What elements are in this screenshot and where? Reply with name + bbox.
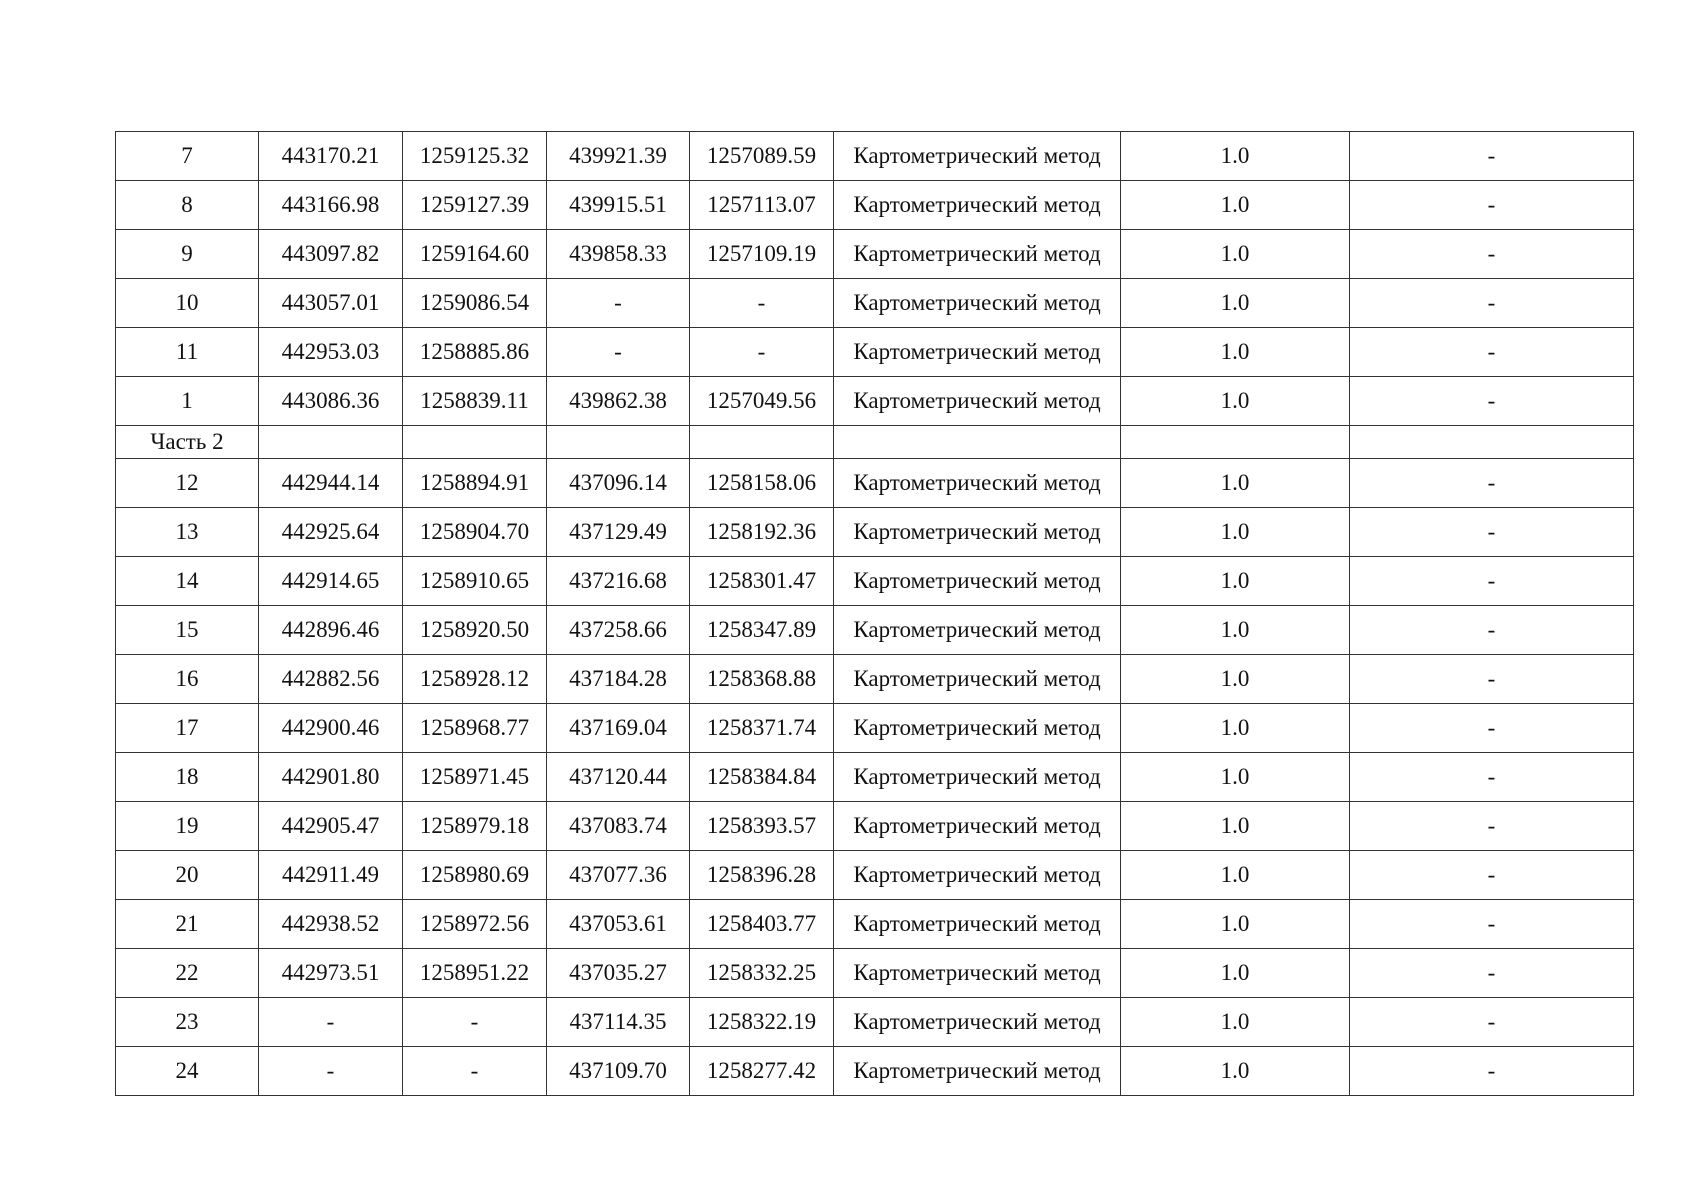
table-row xyxy=(116,328,1634,377)
table-row xyxy=(116,1047,1634,1096)
point-number-cell: 19 xyxy=(116,802,259,851)
method-cell: Картометрический метод xyxy=(834,1047,1121,1096)
y-old-cell: 1258951.22 xyxy=(403,949,547,998)
accuracy-cell: 1.0 xyxy=(1121,998,1350,1047)
description-cell: - xyxy=(1350,230,1634,279)
y-old-cell: - xyxy=(403,1047,547,1096)
x-new-cell: 437035.27 xyxy=(547,949,690,998)
method-cell: Картометрический метод xyxy=(834,328,1121,377)
method-cell: Картометрический метод xyxy=(834,949,1121,998)
method-cell: Картометрический метод xyxy=(834,753,1121,802)
table-row xyxy=(116,557,1634,606)
point-number-cell: 10 xyxy=(116,279,259,328)
x-old-cell: 443097.82 xyxy=(259,230,403,279)
method-cell: Картометрический метод xyxy=(834,377,1121,426)
method-cell: Картометрический метод xyxy=(834,802,1121,851)
description-cell: - xyxy=(1350,949,1634,998)
table-row xyxy=(116,132,1634,181)
method-cell: Картометрический метод xyxy=(834,655,1121,704)
description-cell: - xyxy=(1350,459,1634,508)
table-row xyxy=(116,802,1634,851)
table-row xyxy=(116,230,1634,279)
y-new-cell: 1257113.07 xyxy=(690,181,834,230)
x-old-cell: 442911.49 xyxy=(259,851,403,900)
point-number-cell: Часть 2 xyxy=(116,426,259,459)
y-old-cell: 1258910.65 xyxy=(403,557,547,606)
method-cell: Картометрический метод xyxy=(834,508,1121,557)
y-new-cell: 1258192.36 xyxy=(690,508,834,557)
x-old-cell: 443086.36 xyxy=(259,377,403,426)
y-old-cell: 1259127.39 xyxy=(403,181,547,230)
description-cell: - xyxy=(1350,998,1634,1047)
x-old-cell: - xyxy=(259,998,403,1047)
method-cell: Картометрический метод xyxy=(834,230,1121,279)
x-old-cell: 442905.47 xyxy=(259,802,403,851)
accuracy-cell: 1.0 xyxy=(1121,606,1350,655)
point-number-cell: 21 xyxy=(116,900,259,949)
y-new-cell: 1258347.89 xyxy=(690,606,834,655)
y-old-cell: 1258980.69 xyxy=(403,851,547,900)
method-cell: Картометрический метод xyxy=(834,557,1121,606)
description-cell: - xyxy=(1350,802,1634,851)
table-row xyxy=(116,459,1634,508)
accuracy-cell: 1.0 xyxy=(1121,949,1350,998)
point-number-cell: 16 xyxy=(116,655,259,704)
y-new-cell: 1258158.06 xyxy=(690,459,834,508)
accuracy-cell: 1.0 xyxy=(1121,230,1350,279)
description-cell: - xyxy=(1350,377,1634,426)
description-cell: - xyxy=(1350,132,1634,181)
description-cell: - xyxy=(1350,851,1634,900)
table-row xyxy=(116,377,1634,426)
method-cell: Картометрический метод xyxy=(834,459,1121,508)
y-old-cell: 1258979.18 xyxy=(403,802,547,851)
y-old-cell: 1258920.50 xyxy=(403,606,547,655)
x-new-cell: 437129.49 xyxy=(547,508,690,557)
y-new-cell: 1257049.56 xyxy=(690,377,834,426)
y-old-cell: 1258885.86 xyxy=(403,328,547,377)
coordinates-table-body xyxy=(116,132,1634,1096)
x-new-cell xyxy=(547,426,690,459)
y-old-cell: 1258839.11 xyxy=(403,377,547,426)
table-row xyxy=(116,900,1634,949)
table-row xyxy=(116,704,1634,753)
x-new-cell: - xyxy=(547,279,690,328)
x-old-cell: 442900.46 xyxy=(259,704,403,753)
method-cell: Картометрический метод xyxy=(834,279,1121,328)
y-old-cell: 1259086.54 xyxy=(403,279,547,328)
accuracy-cell: 1.0 xyxy=(1121,655,1350,704)
description-cell: - xyxy=(1350,753,1634,802)
y-new-cell: - xyxy=(690,279,834,328)
table-row xyxy=(116,851,1634,900)
y-old-cell: 1258928.12 xyxy=(403,655,547,704)
x-new-cell: 437114.35 xyxy=(547,998,690,1047)
y-new-cell: 1258371.74 xyxy=(690,704,834,753)
x-new-cell: 437169.04 xyxy=(547,704,690,753)
point-number-cell: 13 xyxy=(116,508,259,557)
point-number-cell: 18 xyxy=(116,753,259,802)
y-new-cell xyxy=(690,426,834,459)
table-row xyxy=(116,606,1634,655)
point-number-cell: 14 xyxy=(116,557,259,606)
method-cell: Картометрический метод xyxy=(834,606,1121,655)
y-new-cell: 1258322.19 xyxy=(690,998,834,1047)
x-new-cell: 439915.51 xyxy=(547,181,690,230)
description-cell xyxy=(1350,426,1634,459)
method-cell: Картометрический метод xyxy=(834,704,1121,753)
x-old-cell: 442938.52 xyxy=(259,900,403,949)
accuracy-cell: 1.0 xyxy=(1121,753,1350,802)
point-number-cell: 17 xyxy=(116,704,259,753)
point-number-cell: 11 xyxy=(116,328,259,377)
x-new-cell: 437258.66 xyxy=(547,606,690,655)
table-row xyxy=(116,753,1634,802)
point-number-cell: 1 xyxy=(116,377,259,426)
table-row xyxy=(116,655,1634,704)
point-number-cell: 20 xyxy=(116,851,259,900)
point-number-cell: 8 xyxy=(116,181,259,230)
y-new-cell: 1257109.19 xyxy=(690,230,834,279)
y-new-cell: 1258384.84 xyxy=(690,753,834,802)
description-cell: - xyxy=(1350,279,1634,328)
x-new-cell: 437077.36 xyxy=(547,851,690,900)
y-old-cell: 1259164.60 xyxy=(403,230,547,279)
y-new-cell: 1258368.88 xyxy=(690,655,834,704)
x-old-cell: 443057.01 xyxy=(259,279,403,328)
accuracy-cell: 1.0 xyxy=(1121,328,1350,377)
x-old-cell: 443170.21 xyxy=(259,132,403,181)
method-cell: Картометрический метод xyxy=(834,181,1121,230)
x-old-cell: 442973.51 xyxy=(259,949,403,998)
description-cell: - xyxy=(1350,328,1634,377)
x-old-cell: 442882.56 xyxy=(259,655,403,704)
point-number-cell: 22 xyxy=(116,949,259,998)
method-cell: Картометрический метод xyxy=(834,998,1121,1047)
description-cell: - xyxy=(1350,606,1634,655)
method-cell: Картометрический метод xyxy=(834,132,1121,181)
y-new-cell: 1258393.57 xyxy=(690,802,834,851)
point-number-cell: 12 xyxy=(116,459,259,508)
point-number-cell: 24 xyxy=(116,1047,259,1096)
y-old-cell: 1258894.91 xyxy=(403,459,547,508)
x-new-cell: 437053.61 xyxy=(547,900,690,949)
description-cell: - xyxy=(1350,655,1634,704)
y-new-cell: 1258301.47 xyxy=(690,557,834,606)
x-new-cell: 437109.70 xyxy=(547,1047,690,1096)
y-new-cell: 1258277.42 xyxy=(690,1047,834,1096)
accuracy-cell: 1.0 xyxy=(1121,704,1350,753)
y-new-cell: - xyxy=(690,328,834,377)
point-number-cell: 23 xyxy=(116,998,259,1047)
description-cell: - xyxy=(1350,704,1634,753)
accuracy-cell: 1.0 xyxy=(1121,181,1350,230)
x-old-cell: - xyxy=(259,1047,403,1096)
y-new-cell: 1258396.28 xyxy=(690,851,834,900)
x-new-cell: 437083.74 xyxy=(547,802,690,851)
y-new-cell: 1258403.77 xyxy=(690,900,834,949)
x-new-cell: - xyxy=(547,328,690,377)
y-old-cell: 1259125.32 xyxy=(403,132,547,181)
x-new-cell: 437216.68 xyxy=(547,557,690,606)
point-number-cell: 7 xyxy=(116,132,259,181)
x-old-cell: 442914.65 xyxy=(259,557,403,606)
y-old-cell xyxy=(403,426,547,459)
x-new-cell: 439862.38 xyxy=(547,377,690,426)
table-row xyxy=(116,279,1634,328)
y-new-cell: 1258332.25 xyxy=(690,949,834,998)
x-new-cell: 437184.28 xyxy=(547,655,690,704)
point-number-cell: 9 xyxy=(116,230,259,279)
accuracy-cell: 1.0 xyxy=(1121,377,1350,426)
x-new-cell: 437096.14 xyxy=(547,459,690,508)
x-old-cell: 442896.46 xyxy=(259,606,403,655)
description-cell: - xyxy=(1350,900,1634,949)
x-old-cell: 443166.98 xyxy=(259,181,403,230)
method-cell: Картометрический метод xyxy=(834,851,1121,900)
x-new-cell: 439921.39 xyxy=(547,132,690,181)
accuracy-cell: 1.0 xyxy=(1121,557,1350,606)
y-old-cell: 1258972.56 xyxy=(403,900,547,949)
point-number-cell: 15 xyxy=(116,606,259,655)
accuracy-cell: 1.0 xyxy=(1121,851,1350,900)
table-row xyxy=(116,949,1634,998)
method-cell xyxy=(834,426,1121,459)
accuracy-cell: 1.0 xyxy=(1121,459,1350,508)
x-old-cell xyxy=(259,426,403,459)
table-row xyxy=(116,508,1634,557)
y-new-cell: 1257089.59 xyxy=(690,132,834,181)
description-cell: - xyxy=(1350,508,1634,557)
accuracy-cell: 1.0 xyxy=(1121,132,1350,181)
section-header-row xyxy=(116,426,1634,459)
description-cell: - xyxy=(1350,181,1634,230)
x-old-cell: 442953.03 xyxy=(259,328,403,377)
y-old-cell: 1258968.77 xyxy=(403,704,547,753)
accuracy-cell: 1.0 xyxy=(1121,802,1350,851)
x-old-cell: 442901.80 xyxy=(259,753,403,802)
x-new-cell: 437120.44 xyxy=(547,753,690,802)
coordinates-table xyxy=(115,131,1634,1096)
method-cell: Картометрический метод xyxy=(834,900,1121,949)
x-old-cell: 442944.14 xyxy=(259,459,403,508)
table-row xyxy=(116,181,1634,230)
accuracy-cell: 1.0 xyxy=(1121,508,1350,557)
description-cell: - xyxy=(1350,1047,1634,1096)
x-old-cell: 442925.64 xyxy=(259,508,403,557)
y-old-cell: 1258904.70 xyxy=(403,508,547,557)
accuracy-cell: 1.0 xyxy=(1121,1047,1350,1096)
y-old-cell: - xyxy=(403,998,547,1047)
accuracy-cell: 1.0 xyxy=(1121,900,1350,949)
accuracy-cell xyxy=(1121,426,1350,459)
description-cell: - xyxy=(1350,557,1634,606)
accuracy-cell: 1.0 xyxy=(1121,279,1350,328)
x-new-cell: 439858.33 xyxy=(547,230,690,279)
y-old-cell: 1258971.45 xyxy=(403,753,547,802)
table-row xyxy=(116,998,1634,1047)
